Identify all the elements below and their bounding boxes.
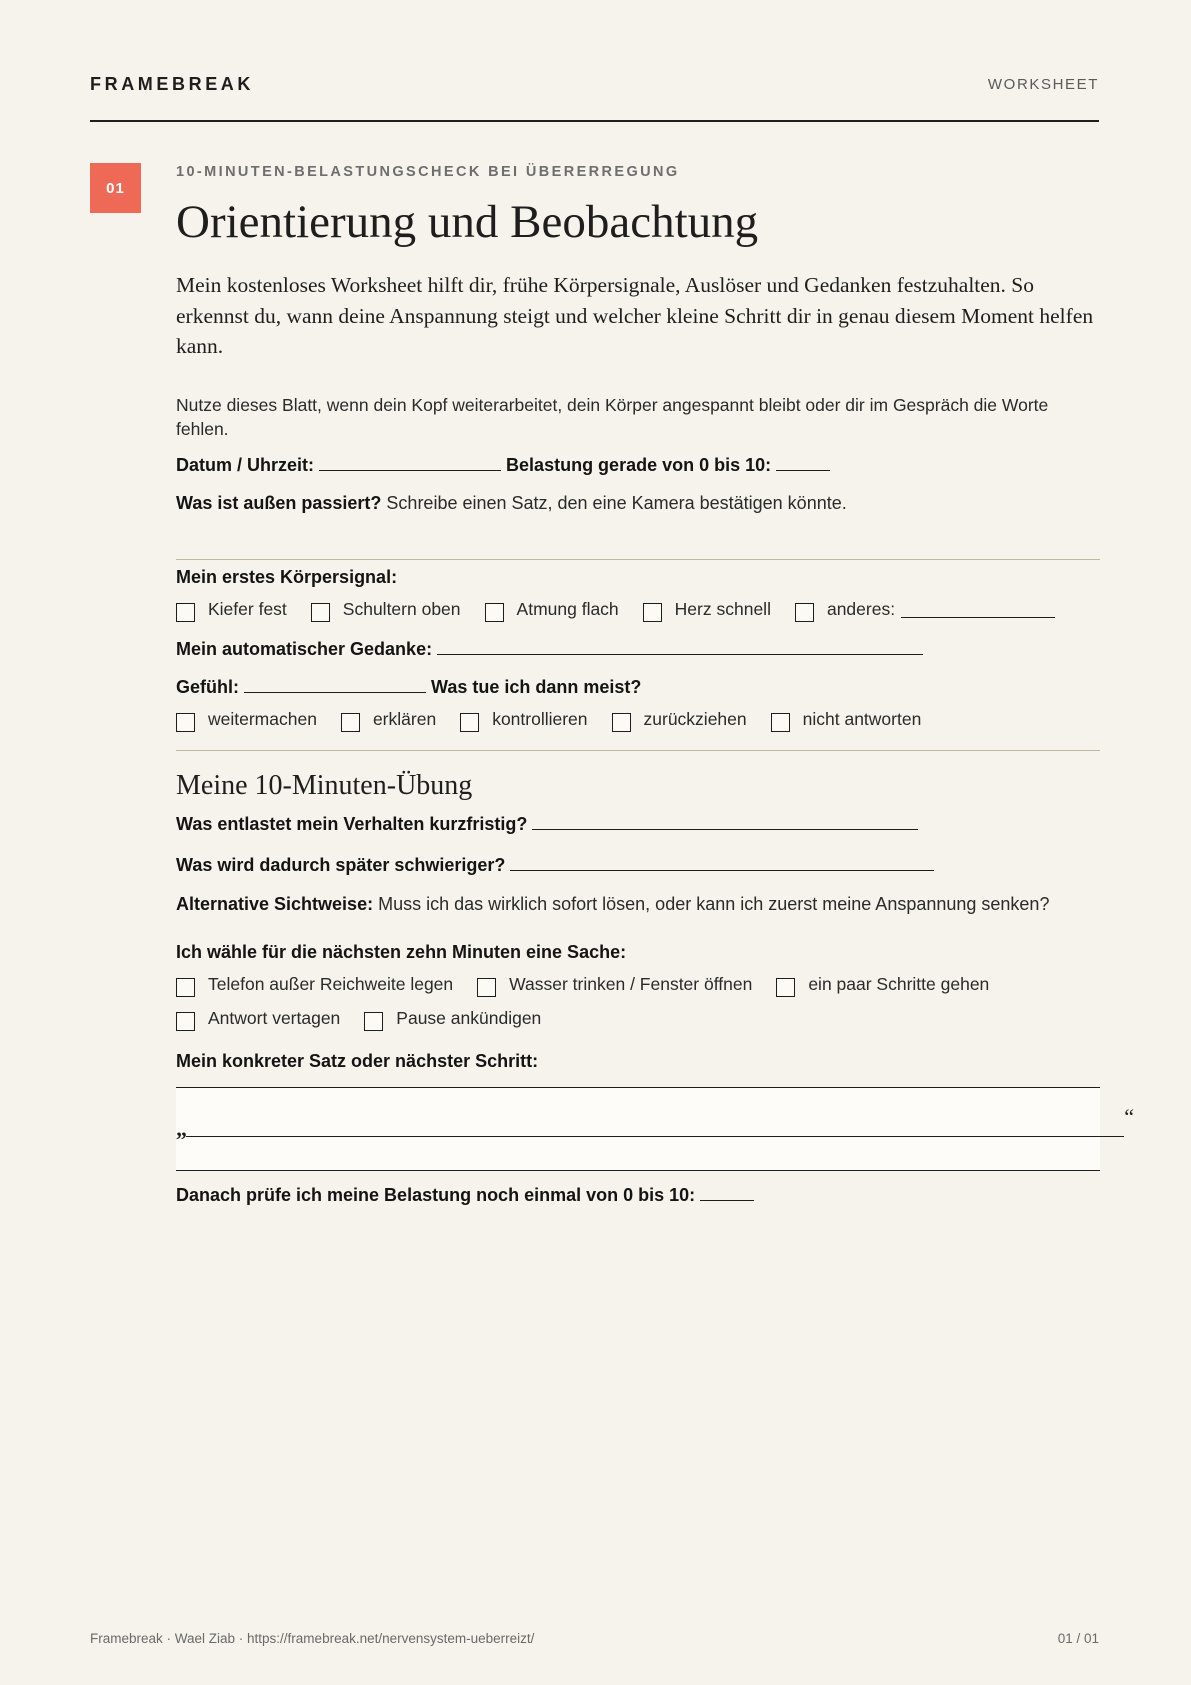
quote-open-mark: „ [176, 1115, 187, 1141]
page-header [90, 74, 1099, 122]
worksheet-content [176, 162, 1134, 1207]
option-zurueckziehen[interactable] [612, 709, 747, 730]
option-weitermachen[interactable] [176, 709, 317, 730]
body-signal-options [176, 599, 1100, 620]
concrete-label: Mein konkreter Satz oder nächster Schritt: [176, 1050, 539, 1071]
option-telefon[interactable] [176, 974, 453, 995]
concrete-answer-panel[interactable] [176, 1087, 1134, 1171]
page-title: Orientierung und Beobachtung [176, 196, 759, 248]
recheck-row [176, 1183, 1100, 1207]
relief-field[interactable] [532, 813, 918, 830]
option-label: Telefon außer Reichweite legen [208, 973, 454, 994]
thought-row [176, 637, 1100, 661]
option-pause[interactable] [364, 1008, 541, 1029]
exercise-options-2 [176, 1008, 1100, 1029]
event-hint: Schreibe einen Satz, den eine Kamera bestätigen könnte. [386, 492, 847, 513]
exercise-options-1 [176, 974, 1100, 995]
relief-row [176, 812, 1100, 836]
option-label: erklären [372, 708, 437, 729]
option-label: weitermachen [208, 708, 317, 729]
feeling-row [176, 675, 1100, 699]
thought-field[interactable] [437, 638, 923, 655]
footer-source: Framebreak · Wael Ziab · https://framebreak.net/nervensystem-ueberreizt/ [90, 1631, 535, 1646]
load-field[interactable] [776, 454, 830, 471]
checkbox[interactable] [776, 978, 795, 997]
usage-paragraph: Nutze dieses Blatt, wenn dein Kopf weiterarbeitet, dein Körper angespannt bleibt oder dir im Gespräch die Worte fehlen. [176, 394, 1049, 439]
event-label: Was ist außen passiert? [176, 492, 382, 513]
document-type-label: WORKSHEET [987, 76, 1099, 93]
alternative-text: Muss ich das wirklich sofort lösen, oder kann ich zuerst meine Anspannung senken? [378, 893, 1050, 914]
section-divider [176, 559, 1100, 560]
checkbox[interactable] [643, 603, 662, 622]
feeling-label: Gefühl: [176, 676, 239, 697]
quote-close-mark: “ [1124, 1103, 1134, 1129]
option-anderes[interactable] [795, 599, 1055, 620]
option-schultern-oben[interactable] [311, 599, 461, 620]
checkbox[interactable] [176, 1012, 195, 1031]
exercise-title: Meine 10-Minuten-Übung [176, 769, 473, 801]
choose-row [176, 940, 1100, 964]
harder-field[interactable] [510, 854, 934, 871]
recheck-field[interactable] [700, 1184, 754, 1201]
checkbox[interactable] [795, 603, 814, 622]
section-kicker: 10-MINUTEN-BELASTUNGSCHECK BEI ÜBERERREGUNG [176, 164, 680, 180]
option-label: ein paar Schritte gehen [808, 973, 990, 994]
option-label: Herz schnell [674, 598, 771, 619]
page-number: 01 / 01 [1057, 1631, 1099, 1646]
checkbox[interactable] [771, 713, 790, 732]
option-label: Antwort vertagen [208, 1007, 341, 1028]
checkbox[interactable] [176, 978, 195, 997]
action-options [176, 709, 1100, 730]
option-erklaeren[interactable] [341, 709, 436, 730]
checkbox[interactable] [176, 603, 195, 622]
recheck-label: Danach prüfe ich meine Belastung noch einmal von 0 bis 10: [176, 1184, 696, 1205]
load-label: Belastung gerade von 0 bis 10: [506, 454, 772, 475]
checkbox[interactable] [485, 603, 504, 622]
option-label: Atmung flach [516, 598, 619, 619]
anderes-field[interactable] [901, 601, 1055, 618]
option-label: zurückziehen [643, 708, 747, 729]
harder-row [176, 853, 1100, 877]
choose-label: Ich wähle für die nächsten zehn Minuten eine Sache: [176, 941, 627, 962]
option-label: kontrollieren [492, 708, 588, 729]
intro-paragraph: Mein kostenloses Worksheet hilft dir, frühe Körpersignale, Auslöser und Gedanken festzuhalten. So erkennst du, wann deine Anspannung steigt und welcher kleine Schritt dir in genau diesem Moment helfen kann. [176, 273, 1094, 358]
checkbox[interactable] [364, 1012, 383, 1031]
option-label: Wasser trinken / Fenster öffnen [509, 973, 753, 994]
checkbox[interactable] [341, 713, 360, 732]
checkbox[interactable] [477, 978, 496, 997]
section-number-badge: 01 [90, 163, 141, 213]
relief-label: Was entlastet mein Verhalten kurzfristig? [176, 813, 528, 834]
checkbox[interactable] [311, 603, 330, 622]
option-atmung-flach[interactable] [485, 599, 619, 620]
body-signal-label: Mein erstes Körpersignal: [176, 566, 398, 587]
harder-label: Was wird dadurch später schwieriger? [176, 854, 506, 875]
option-herz-schnell[interactable] [643, 599, 771, 620]
date-field[interactable] [319, 454, 501, 471]
concrete-answer-line[interactable] [186, 1136, 1124, 1137]
action-label: Was tue ich dann meist? [431, 676, 642, 697]
option-antwort-vertagen[interactable] [176, 1008, 340, 1029]
thought-label: Mein automatischer Gedanke: [176, 638, 433, 659]
option-wasser[interactable] [477, 974, 752, 995]
option-schritte[interactable] [776, 974, 989, 995]
option-label: Kiefer fest [208, 598, 287, 619]
section-divider [176, 750, 1100, 751]
date-load-row [176, 453, 1100, 477]
body-signal-row [176, 565, 1100, 589]
checkbox[interactable] [612, 713, 631, 732]
option-label: nicht antworten [802, 708, 922, 729]
checkbox[interactable] [176, 713, 195, 732]
option-label: anderes: [826, 598, 896, 619]
option-label: Pause ankündigen [396, 1007, 542, 1028]
event-answer-area[interactable] [176, 515, 1100, 559]
option-kiefer-fest[interactable] [176, 599, 287, 620]
option-label: Schultern oben [342, 598, 461, 619]
event-row [176, 491, 1100, 515]
alternative-row [176, 892, 1100, 916]
brand-logo: FRAMEBREAK [90, 74, 254, 94]
feeling-field[interactable] [244, 676, 426, 693]
concrete-row [176, 1049, 1100, 1073]
option-nicht-antworten[interactable] [771, 709, 922, 730]
date-label: Datum / Uhrzeit: [176, 454, 315, 475]
checkbox[interactable] [460, 713, 479, 732]
option-kontrollieren[interactable] [460, 709, 587, 730]
alternative-label: Alternative Sichtweise: [176, 893, 374, 914]
